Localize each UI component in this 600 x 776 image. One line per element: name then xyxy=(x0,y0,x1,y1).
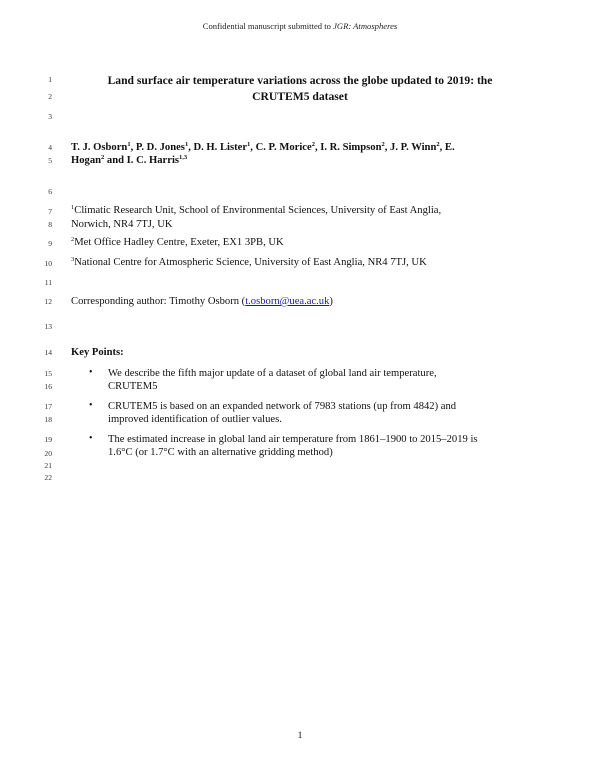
corresponding-close: ) xyxy=(329,296,333,307)
key-point-2-line1: CRUTEM5 is based on an expanded network of 7983 stations (up from 4842) and xyxy=(108,401,457,412)
line-number: 16 xyxy=(44,382,52,391)
line-number: 2 xyxy=(48,92,52,101)
line-number: 17 xyxy=(44,402,52,411)
key-point-2-line2: improved identification of outlier values. xyxy=(108,414,282,425)
author-name: T. J. Osborn xyxy=(71,142,128,153)
affiliation-marker: 3 xyxy=(71,256,75,263)
line-number: 18 xyxy=(44,415,52,424)
affiliation-marker: 1 xyxy=(71,204,75,211)
key-point-1-line2: CRUTEM5 xyxy=(108,381,158,392)
author-affil: 1 xyxy=(247,141,251,148)
author-name: , J. P. Winn xyxy=(384,142,437,153)
line-number: 6 xyxy=(48,187,52,196)
line-number: 8 xyxy=(48,220,52,229)
key-point-3-line1: The estimated increase in global land air temperature from 1861–1900 to 2015–2019 is xyxy=(108,434,478,445)
paper-title-line2: CRUTEM5 dataset xyxy=(252,90,348,103)
affiliation-marker: 2 xyxy=(71,236,75,243)
bullet-icon: • xyxy=(89,400,93,411)
line-number: 9 xyxy=(48,239,52,248)
author-affil: 2 xyxy=(381,141,385,148)
line-number: 1 xyxy=(48,75,52,84)
paper-title-line1: Land surface air temperature variations across the globe updated to 2019: the xyxy=(107,74,493,87)
line-number: 15 xyxy=(44,369,52,378)
line-number: 7 xyxy=(48,207,52,216)
corresponding-author xyxy=(71,295,333,308)
key-points-heading: Key Points: xyxy=(71,347,124,358)
corresponding-label: Corresponding author: Timothy Osborn ( xyxy=(71,296,246,307)
affiliation-1 xyxy=(71,204,441,217)
line-number: 19 xyxy=(44,435,52,444)
page-number: 1 xyxy=(297,731,303,741)
line-number: 12 xyxy=(44,297,52,306)
author-affil: 2 xyxy=(436,141,440,148)
author-name: , D. H. Lister xyxy=(188,142,248,153)
bullet-icon: • xyxy=(89,367,93,378)
running-header-text: Confidential manuscript submitted to xyxy=(202,21,334,31)
author-affil: 2 xyxy=(311,141,315,148)
key-point-1-line1: We describe the fifth major update of a dataset of global land air temperature, xyxy=(108,368,437,379)
affiliation-3 xyxy=(71,256,427,269)
bullet-icon: • xyxy=(89,433,93,444)
line-number: 21 xyxy=(44,461,52,470)
line-number: 5 xyxy=(48,156,52,165)
line-number: 22 xyxy=(44,473,52,482)
journal-name: JGR: Atmospheres xyxy=(333,21,398,31)
email-link[interactable]: t.osborn@uea.ac.uk xyxy=(245,296,330,307)
author-name: Hogan xyxy=(71,155,102,166)
line-number: 11 xyxy=(44,278,52,287)
author-affil: 1 xyxy=(184,141,189,148)
author-affil: 1 xyxy=(127,141,131,148)
line-number: 3 xyxy=(48,112,52,121)
affiliation-text: Climatic Research Unit, School of Environmental Sciences, University of East Anglia, xyxy=(74,205,442,216)
authors-line1 xyxy=(71,141,455,154)
affiliation-text: Met Office Hadley Centre, Exeter, EX1 3PB, UK xyxy=(74,237,284,248)
key-point-3-line2: 1.6°C (or 1.7°C with an alternative gridding method) xyxy=(108,447,333,458)
author-name: , E. xyxy=(439,142,455,153)
affiliation-1-line2: Norwich, NR4 7TJ, UK xyxy=(71,219,173,230)
running-header xyxy=(0,21,600,31)
author-name: , I. R. Simpson xyxy=(314,142,382,153)
line-number: 4 xyxy=(48,143,52,152)
authors-line2 xyxy=(71,154,187,167)
affiliation-text: National Centre for Atmospheric Science, University of East Anglia, NR4 7TJ, UK xyxy=(74,257,427,268)
line-number: 20 xyxy=(44,449,52,458)
author-affil: 1,3 xyxy=(179,154,188,161)
line-number: 14 xyxy=(44,348,52,357)
line-number: 13 xyxy=(44,322,52,331)
author-name: and I. C. Harris xyxy=(104,155,180,166)
author-affil: 2 xyxy=(101,154,105,161)
affiliation-2 xyxy=(71,236,284,249)
author-name: , C. P. Morice xyxy=(250,142,312,153)
line-number: 10 xyxy=(44,259,52,268)
author-name: , P. D. Jones xyxy=(130,142,185,153)
